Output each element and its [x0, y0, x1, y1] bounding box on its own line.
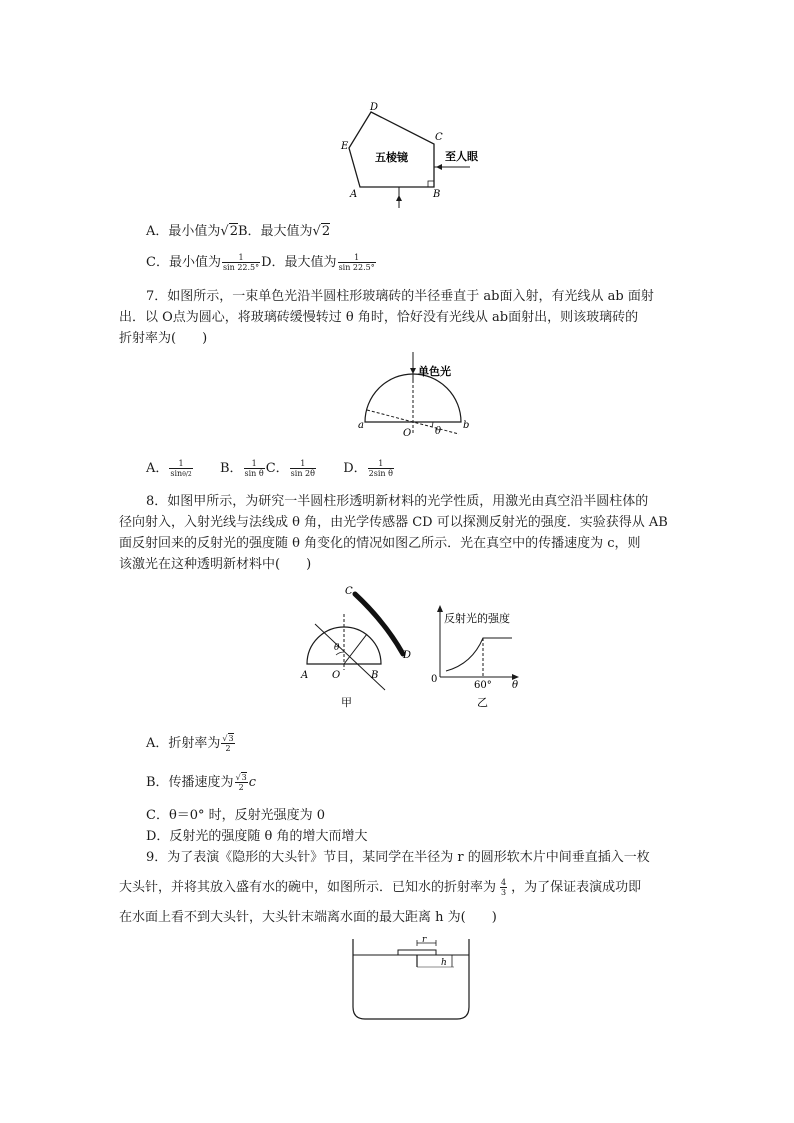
reflected-laser	[344, 634, 367, 664]
q7-line-3: 折射率为( )	[119, 331, 208, 346]
point-E: E	[341, 141, 349, 152]
q6-option-d-text: D．最大值为	[261, 255, 337, 270]
figure-jia	[295, 582, 425, 710]
theta-label: θ	[334, 643, 340, 653]
y-axis-label: 反射光的强度	[444, 612, 510, 625]
q7-option-d-label: D．	[343, 461, 367, 476]
point-a: a	[358, 420, 364, 431]
sensor-CD	[355, 594, 403, 654]
caption-jia: 甲	[341, 696, 352, 709]
point-A: A	[301, 670, 309, 681]
q8-line-1: 8．如图甲所示，为研究一半圆柱形透明新材料的光学性质，用激光由真空沿半圆柱体的	[146, 494, 649, 509]
q8-line-2: 径向射入，入射光线与法线成 θ 角，由光学传感器 CD 可以探测反射光的强度．实验获得从 AB	[119, 515, 668, 530]
q7-option-c-label: C．	[265, 461, 289, 476]
pentaprism-figure	[330, 98, 480, 213]
point-D: D	[370, 102, 379, 113]
theta-arc	[432, 422, 433, 427]
bowl-figure	[348, 935, 476, 1025]
q7-options	[146, 456, 395, 482]
q8-option-b: B．传播速度为 $\frac{√3}{2}$ c	[146, 773, 257, 792]
q9-line-3: 在水面上看不到大头针，大头针末端离水面的最大距离 h 为( )	[119, 910, 497, 925]
x-axis-label: θ	[512, 680, 519, 691]
point-O: O	[403, 428, 412, 439]
q8-option-d: D．反射光的强度随 θ 角的增大而增大	[146, 829, 368, 844]
q7-option-b-label: B．	[219, 461, 243, 476]
point-B: B	[371, 670, 379, 681]
q6-option-d-fraction: $\frac{1}{\sin 22.5^\circ}$	[338, 253, 375, 272]
q7-option-b-fraction: $\frac{1}{\text{sin θ}}$	[244, 459, 264, 478]
r-label: r	[422, 935, 427, 945]
q7-option-a-fraction: $\frac{1}{\sin\theta/2}$	[170, 458, 192, 478]
q7-option-d-fraction: $\frac{1}{\text{2sin θ}}$	[368, 459, 393, 478]
point-C: C	[345, 586, 353, 597]
beam-arrow	[410, 368, 416, 374]
y-axis-arrow	[437, 605, 443, 612]
h-label: h	[441, 958, 447, 968]
figure-yi	[428, 602, 528, 710]
theta-label: θ	[435, 426, 442, 437]
q7-option-c-fraction: $\frac{1}{\sin 2\theta}$	[290, 459, 315, 478]
point-b: b	[463, 420, 470, 431]
right-angle-mark	[428, 181, 434, 187]
point-O: O	[332, 670, 341, 681]
point-C: C	[435, 132, 443, 143]
q6-options-cd	[146, 253, 377, 273]
q9-line-1: 9．为了表演《隐形的大头针》节目，某同学在半径为 r 的圆形软木片中间垂直插入一枚	[146, 850, 650, 865]
caption-yi: 乙	[477, 696, 488, 709]
q6-option-c-text: C．最小值为	[146, 255, 221, 270]
point-D: D	[403, 650, 412, 661]
q7-option-a-label: A．	[146, 461, 169, 476]
q6-options-ab: A．最小值为√2B．最大值为√2	[146, 224, 331, 239]
prism-label: 五棱镜	[375, 151, 408, 164]
exit-arrow	[436, 164, 442, 170]
light-label: 单色光	[418, 365, 451, 378]
q6-option-a-text: A．最小值为	[146, 224, 221, 239]
q8-line-3: 面反射回来的反射光的强度随 θ 角变化的情况如图乙所示．光在真空中的传播速度为 c，则	[119, 536, 641, 551]
q6-option-b-radicand: 2	[321, 224, 331, 239]
incident-arrow	[396, 195, 402, 201]
q8-option-c: C．θ＝0° 时，反射光强度为 0	[146, 808, 326, 823]
q6-option-c-fraction: $\frac{1}{\sin 22.5^\circ}$	[222, 253, 260, 272]
semicircle-glass-figure	[355, 350, 475, 442]
q8-line-4: 该激光在这种透明新材料中( )	[119, 557, 312, 572]
pentaprism-shape	[349, 112, 434, 187]
origin-label: 0	[431, 674, 438, 685]
to-eye-label: 至人眼	[445, 150, 478, 163]
point-A: A	[350, 189, 358, 200]
q7-line-2: 出．以 O点为圆心，将玻璃砖缓慢转过 θ 角时，恰好没有光线从 ab面射出，则该玻璃砖的	[119, 310, 639, 325]
q8-option-a: A．折射率为 $\frac{√3}{2}$	[146, 734, 234, 753]
tick-60-label: 60°	[474, 680, 492, 691]
q7-line-1: 7．如图所示，一束单色光沿半圆柱形玻璃砖的半径垂直于 ab面入射，有光线从 ab 面射	[146, 289, 654, 304]
point-B: B	[433, 189, 441, 200]
q6-option-b-text: B．最大值为	[237, 224, 313, 239]
intensity-curve	[446, 638, 512, 671]
cork-disc	[398, 950, 436, 955]
q9-line-2: 大头针，并将其放入盛有水的碗中，如图所示．已知水的折射率为 $\frac{4}{3}$ ，为了保证表演成功即	[119, 878, 642, 897]
q6-option-a-radicand: 2	[229, 224, 238, 239]
